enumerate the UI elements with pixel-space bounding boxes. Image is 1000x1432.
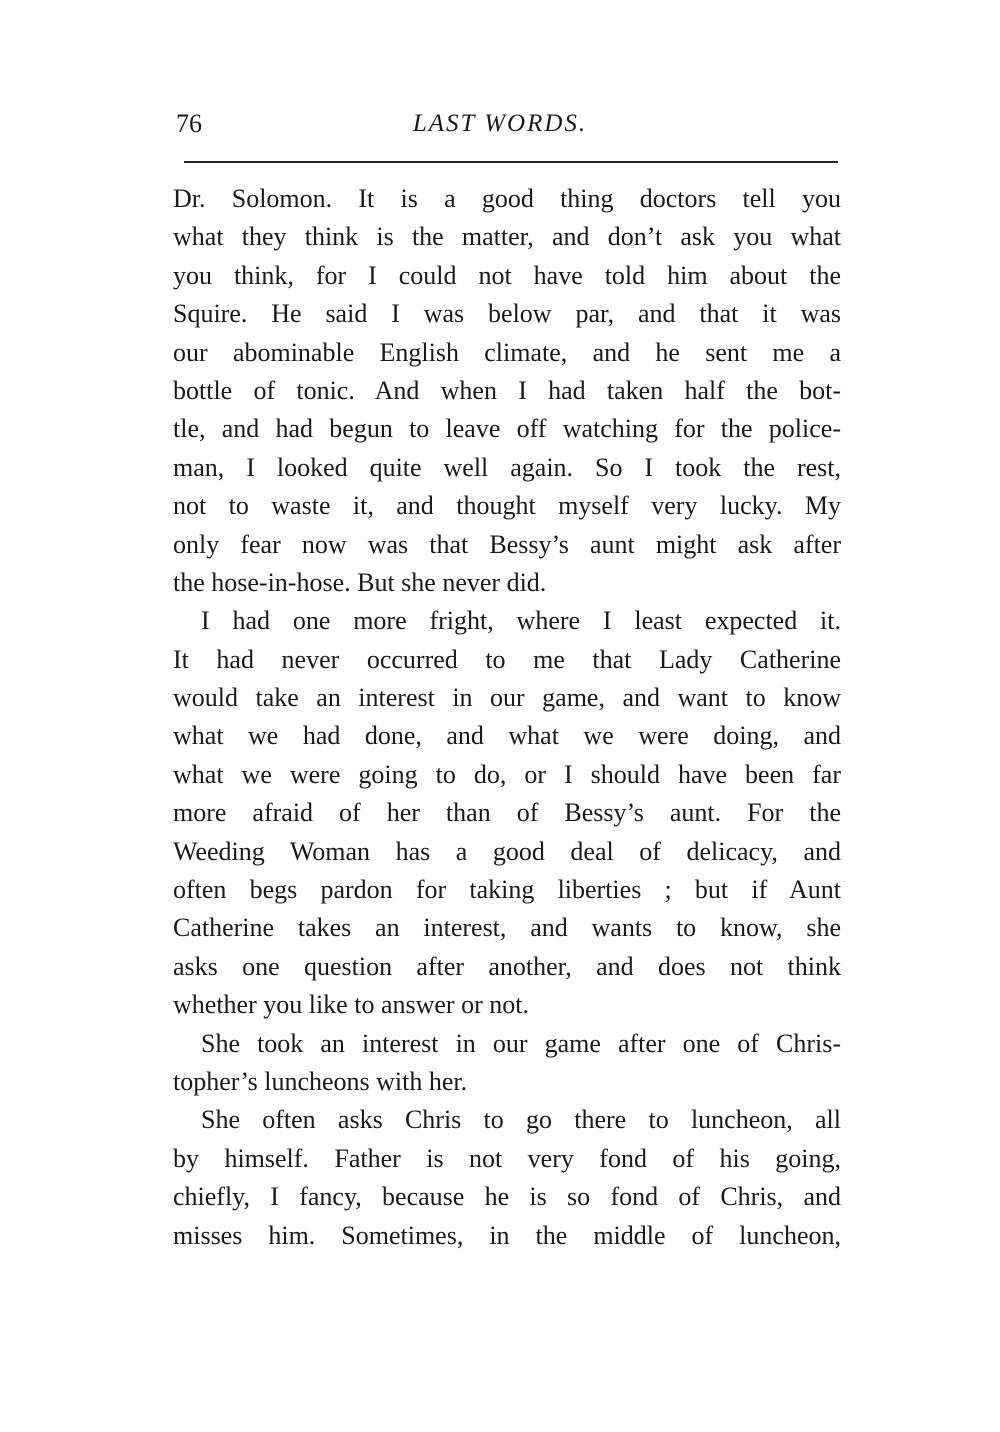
running-title: LAST WORDS. — [412, 110, 588, 137]
text-line: man, I looked quite well again. So I took the rest, — [173, 452, 841, 482]
text-line: would take an interest in our game, and want to know — [173, 683, 841, 713]
text-line: I had one more fright, where I least expected it. — [201, 606, 841, 636]
text-line: misses him. Sometimes, in the middle of luncheon, — [173, 1220, 841, 1250]
text-line: what they think is the matter, and don’t ask you what — [173, 222, 841, 252]
text-line: our abominable English climate, and he sent me a — [173, 337, 841, 367]
body-text — [173, 180, 841, 1255]
text-line: Catherine takes an interest, and wants to know, she — [173, 913, 841, 943]
text-line: She took an interest in our game after one of Chris- — [201, 1028, 841, 1058]
text-line: more afraid of her than of Bessy’s aunt. For the — [173, 798, 841, 828]
text-line: topher’s luncheons with her. — [173, 1066, 468, 1096]
text-line: not to waste it, and thought myself very lucky. My — [173, 491, 841, 521]
page-number: 76 — [176, 109, 202, 138]
text-line: chiefly, I fancy, because he is so fond of Chris, and — [173, 1182, 841, 1212]
text-line: bottle of tonic. And when I had taken half the bot- — [173, 375, 841, 405]
text-line: only fear now was that Bessy’s aunt might ask after — [173, 529, 841, 559]
text-line: Dr. Solomon. It is a good thing doctors tell you — [173, 184, 841, 213]
text-line: It had never occurred to me that Lady Catherine — [173, 644, 841, 674]
text-line: She often asks Chris to go there to luncheon, all — [201, 1105, 841, 1135]
header-rule — [184, 161, 838, 163]
text-line: often begs pardon for taking liberties ; but if Aunt — [173, 875, 841, 905]
text-line: what we had done, and what we were doing, and — [173, 721, 841, 751]
text-line: you think, for I could not have told him about the — [173, 260, 841, 290]
text-line: Weeding Woman has a good deal of delicacy, and — [173, 836, 841, 866]
text-line: asks one question after another, and does not think — [173, 951, 841, 981]
text-line: whether you like to answer or not. — [173, 990, 529, 1020]
text-line: by himself. Father is not very fond of his going, — [173, 1143, 841, 1173]
text-line: the hose-in-hose. But she never did. — [173, 567, 547, 597]
text-line: tle, and had begun to leave off watching for the police- — [173, 414, 841, 444]
text-line: Squire. He said I was below par, and that it was — [173, 299, 841, 329]
text-line: what we were going to do, or I should have been far — [173, 759, 841, 789]
